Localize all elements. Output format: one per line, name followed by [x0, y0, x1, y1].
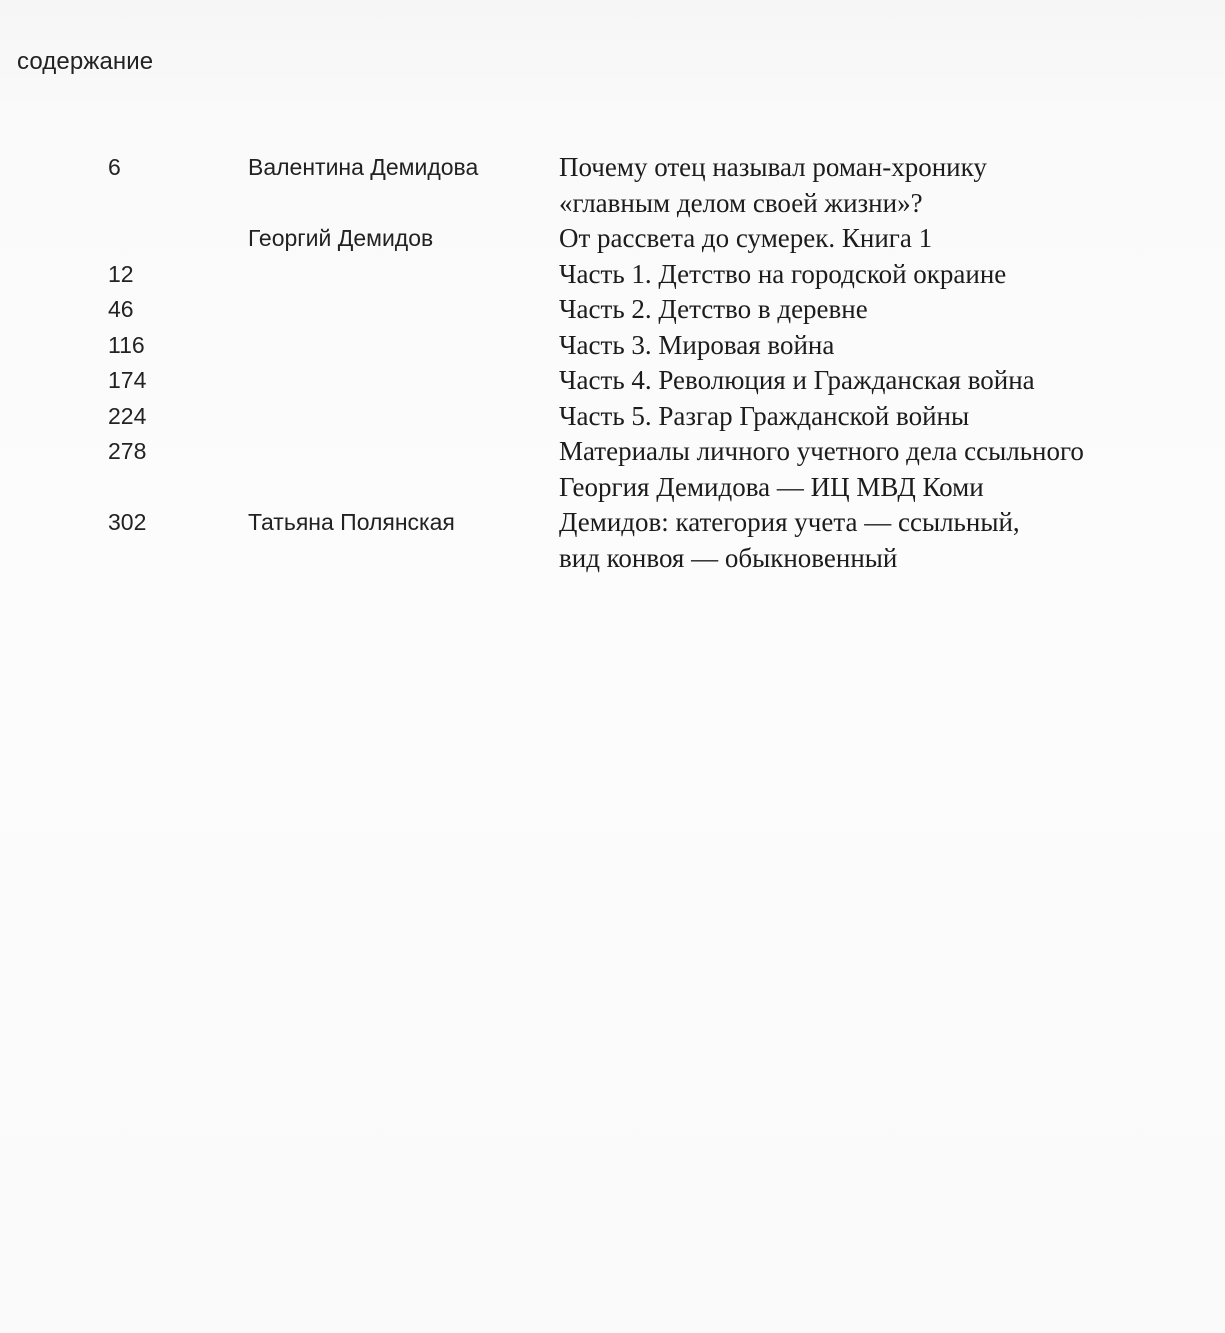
toc-entry — [0, 363, 1225, 399]
toc-title-line: Демидов: категория учета — ссыльный, — [559, 507, 1020, 537]
toc-title-line: Часть 1. Детство на городской окраине — [559, 258, 1007, 289]
toc-title-line: «главным делом своей жизни»? — [559, 187, 923, 218]
toc-title — [559, 434, 1199, 505]
toc-entry — [0, 399, 1225, 435]
toc-entry — [0, 328, 1225, 364]
toc-title — [559, 399, 1199, 435]
toc-entry — [0, 434, 1225, 505]
toc-entry — [0, 221, 1225, 257]
toc-author: Валентина Демидова — [248, 154, 479, 180]
toc-title — [559, 328, 1199, 364]
toc-title — [559, 257, 1199, 293]
toc-page-number: 116 — [108, 331, 145, 358]
toc-page-number: 6 — [108, 154, 121, 180]
toc-title-line: вид конвоя — обыкновенный — [559, 542, 898, 573]
toc-title — [559, 292, 1199, 328]
toc-page-number: 46 — [108, 296, 134, 322]
toc-title-line: Часть 4. Революция и Гражданская война — [559, 365, 1035, 395]
toc-title — [559, 150, 1199, 221]
toc-entry — [0, 505, 1225, 576]
toc-entry — [0, 292, 1225, 328]
toc-entry — [0, 257, 1225, 293]
toc-author: Георгий Демидов — [248, 225, 434, 251]
toc-title — [559, 363, 1199, 399]
toc-title-line: Часть 3. Мировая война — [559, 329, 835, 360]
toc-title-line: Георгия Демидова — ИЦ МВД Коми — [559, 471, 984, 502]
table-of-contents — [0, 150, 1225, 576]
toc-title-line: Часть 2. Детство в деревне — [559, 294, 868, 324]
page-heading: содержание — [17, 48, 154, 75]
toc-title-line: Часть 5. Разгар Гражданской войны — [559, 400, 970, 431]
toc-entry — [0, 150, 1225, 221]
toc-page-number: 224 — [108, 402, 147, 429]
toc-page-number: 174 — [108, 367, 147, 393]
toc-title-line: Почему отец называл роман-хронику — [559, 152, 987, 182]
toc-page-number: 278 — [108, 438, 147, 464]
toc-title — [559, 221, 1199, 257]
toc-page-number: 12 — [108, 260, 134, 287]
toc-title — [559, 505, 1199, 576]
toc-title-line: От рассвета до сумерек. Книга 1 — [559, 223, 933, 253]
toc-title-line: Материалы личного учетного дела ссыльного — [559, 436, 1084, 466]
toc-page-number: 302 — [108, 509, 147, 535]
toc-author: Татьяна Полянская — [248, 509, 455, 535]
